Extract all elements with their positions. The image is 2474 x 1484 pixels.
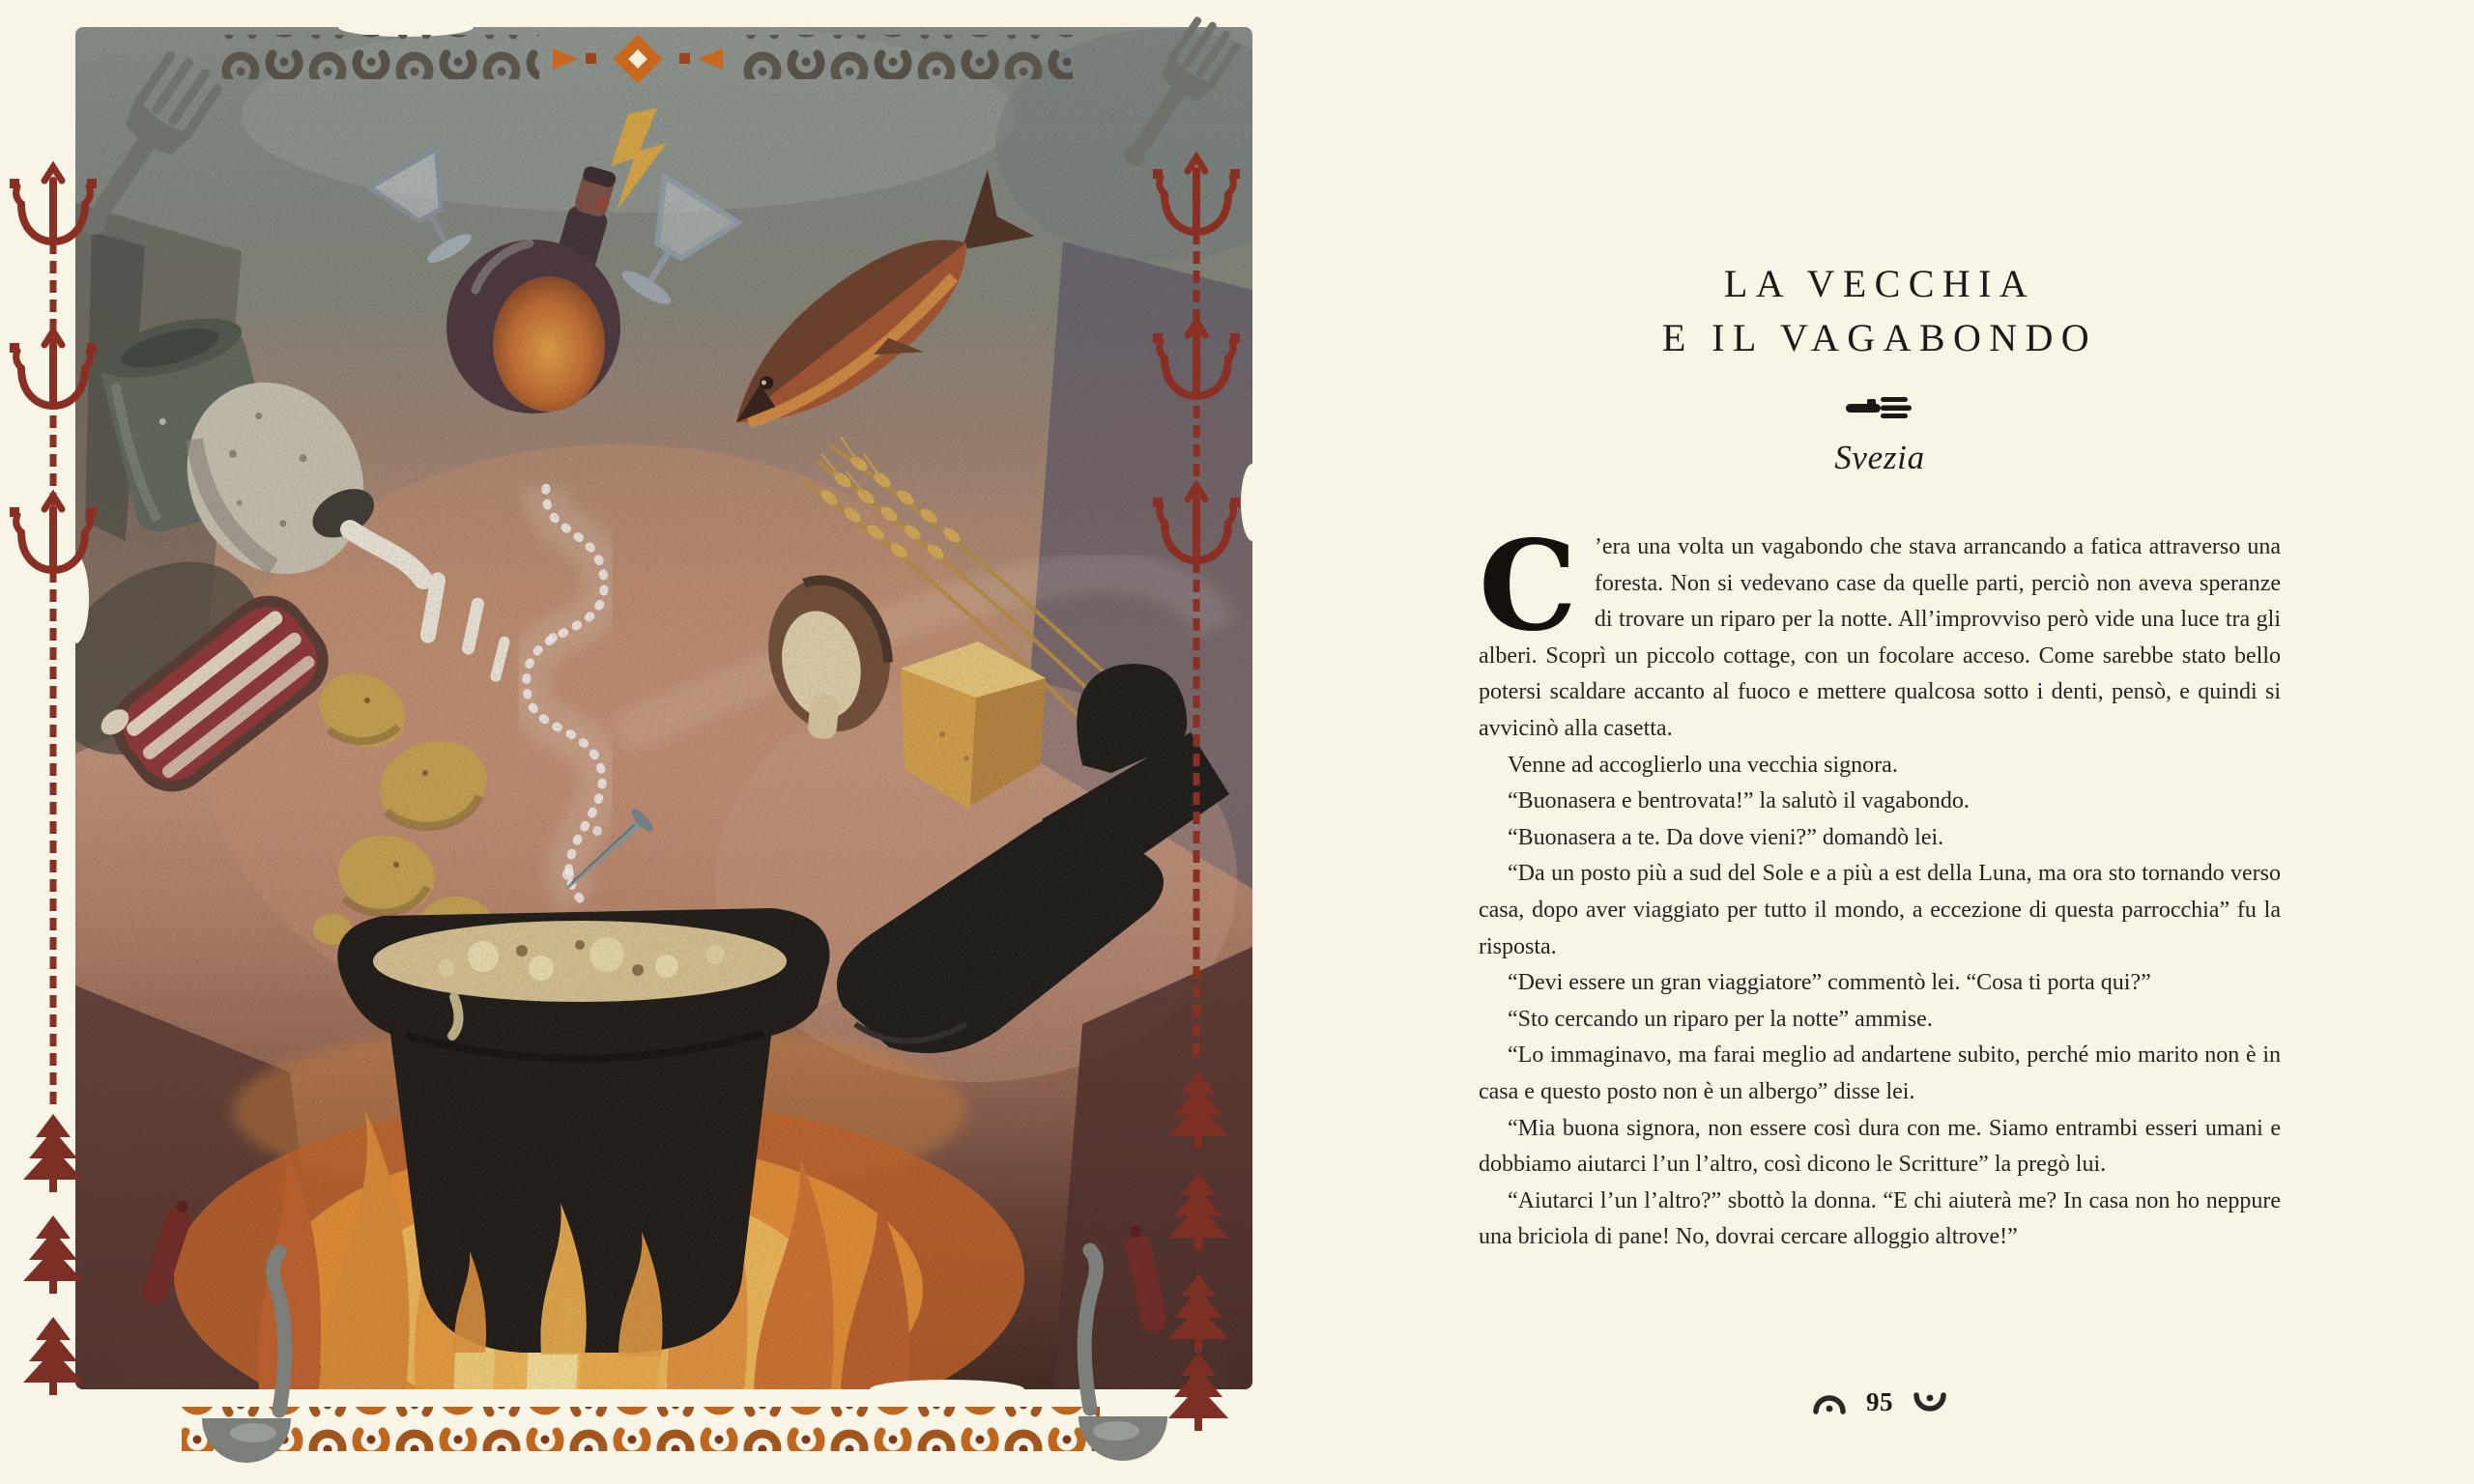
arc-cap-icon [1810, 1390, 1849, 1415]
story-paragraph: “Aiutarci l’un l’altro?” sbottò la donna. “E chi aiuterà me? In casa non ho neppure una briciola di pane! No, dovrai cercare alloggio altrove!” [1479, 1187, 2281, 1250]
story-paragraph [1479, 514, 2281, 748]
title-line-1: LA VECCHIA [1723, 262, 2036, 305]
horseshoe-row-top [742, 35, 1073, 79]
drop-cap: C [1479, 514, 1577, 659]
story-header [1479, 0, 2281, 477]
country-label: Svezia [1834, 439, 1925, 476]
page-title [1479, 257, 2281, 365]
horseshoe-row-top [220, 35, 539, 79]
story-paragraph: Venne ad accoglierlo una vecchia signora. [1508, 752, 1898, 778]
story-paragraph: “Sto cercando un riparo per la notte” ammise. [1508, 1006, 1933, 1032]
horseshoe-row-bottom [182, 1407, 1100, 1451]
story-paragraph: “Buonasera a te. Da dove vieni?” domandò lei. [1508, 824, 1944, 850]
paragraph-text: ’era una volta un vagabondo che stava arrancando a fatica attraverso una foresta. Non si vedevano case da quelle parti, perciò non aveva speranze di trovare un riparo per la notte. All’improvviso però vide una luce tra gli alberi. Scoprì un piccolo cottage, con un focolare acceso. Come sarebbe stato bello potersi scaldare accanto al fuoco e mettere qualcosa sotto i denti, pensò, e quindi si avvicinò alla casetta. [1479, 534, 2281, 741]
story-paragraph: “Buonasera e bentrovata!” la salutò il vagabondo. [1508, 788, 1970, 814]
story-paragraph: “Devi essere un gran viaggiatore” commentò lei. “Cosa ti porta qui?” [1508, 970, 2151, 996]
painting [14, 17, 1324, 1454]
tree-column-left [23, 1114, 83, 1395]
story-page [1479, 0, 2281, 1484]
story-paragraph: “Lo immaginavo, ma farai meglio ad andartene subito, perché mio marito non è in casa e questo posto non è un albergo” disse lei. [1479, 1042, 2281, 1104]
page-footer [1479, 1387, 2281, 1417]
title-line-2: E IL VAGABONDO [1661, 316, 2098, 359]
arc-cup-icon [1911, 1390, 1949, 1415]
fork-icon [1844, 394, 1915, 421]
story-paragraph: “Da un posto più a sud del Sole e a più a est della Luna, ma ora sto tornando verso casa, dopo aver viaggiato per tutto il mondo, a eccezione di questa parrocchia” fu la risposta. [1479, 861, 2281, 959]
page-number: 95 [1865, 1387, 1894, 1416]
story-paragraph: “Mia buona signora, non essere così dura con me. Siamo entrambi esseri umani e dobbiamo aiutarci l’un l’altro, così dicono le Scritture” la pregò lui. [1479, 1115, 2281, 1178]
story-body [1479, 514, 2281, 1256]
